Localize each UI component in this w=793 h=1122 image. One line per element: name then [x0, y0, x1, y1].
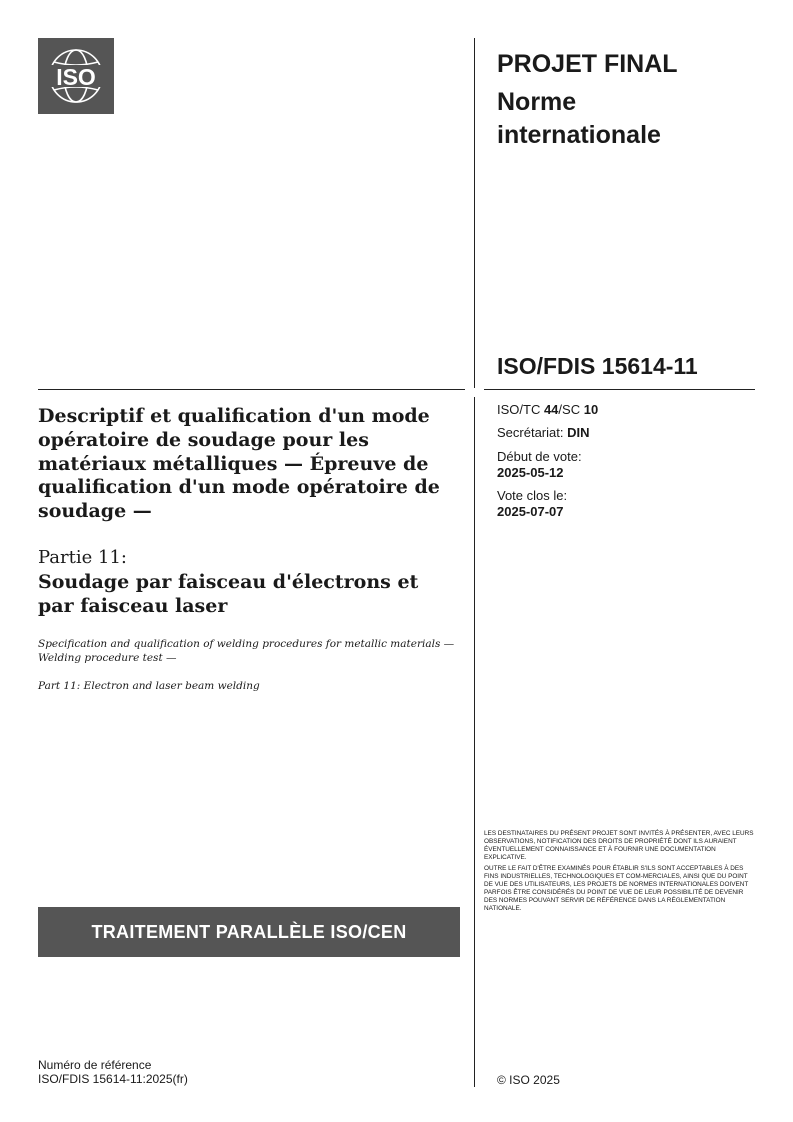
main-title: Descriptif et qualification d'un mode opératoire de soudage pour les matériaux métalliques — Épreuve de qualification d'un mode opératoire de soudage —	[38, 405, 440, 522]
vote-start	[497, 449, 747, 482]
horizontal-rule-left	[38, 389, 465, 390]
column-divider	[474, 38, 475, 388]
vote-start-label: Début de vote:	[497, 448, 582, 464]
banner-text: TRAITEMENT PARALLÈLE ISO/CEN	[91, 921, 407, 942]
document-meta	[497, 402, 747, 528]
english-title: Specification and qualification of welding procedures for metallic materials — Welding procedure test —	[38, 638, 455, 664]
committee-prefix: ISO/TC	[497, 402, 544, 417]
stage-heading: PROJET FINAL	[497, 50, 678, 78]
reference-number	[38, 1058, 188, 1087]
sc-prefix: /SC	[558, 402, 584, 417]
notice-paragraph-1: LES DESTINATAIRES DU PRÉSENT PROJET SONT INVITÉS À PRÉSENTER, AVEC LEURS OBSERVATIONS, NOTIFICATION DES DROITS DE PROPRIÉTÉ DONT ILS AURAIENT ÉVENTUELLEMENT CONNAISSANCE ET À FOURNIR UNE DOCUMENTATION EXPLICATIVE.	[484, 830, 754, 861]
secretariat	[497, 425, 747, 441]
document-type: Norme internationale	[497, 88, 661, 149]
sc-number: 10	[583, 402, 599, 417]
vote-end	[497, 488, 747, 521]
english-part-title: Part 11: Electron and laser beam welding	[38, 680, 260, 692]
committee	[497, 402, 747, 418]
part-title: Soudage par faisceau d'électrons et par faisceau laser	[38, 571, 419, 617]
secretariat-label: Secrétariat:	[497, 425, 568, 441]
vote-end-date: 2025-07-07	[497, 504, 564, 520]
secretariat-value: DIN	[567, 425, 590, 441]
reference-value: ISO/FDIS 15614-11:2025(fr)	[38, 1072, 188, 1087]
parallel-processing-banner	[38, 907, 460, 957]
copyright: © ISO 2025	[497, 1073, 560, 1087]
notice-paragraph-2: OUTRE LE FAIT D'ÊTRE EXAMINÉS POUR ÉTABLIR S'ILS SONT ACCEPTABLES À DES FINS INDUSTRIELLES, TECHNOLOGIQUES ET COM-MERCIALES, AINSI QUE DU POINT DE VUE DES UTILISATEURS, LES PROJETS DE NORMES INTERNATIONALES DOIVENT PARFOIS ÊTRE CONSIDÉRÉS DU POINT DE VUE DE LEUR POSSIBILITÉ DE DEVENIR DES NORMES POUVANT SERVIR DE RÉFÉRENCE DANS LA RÉGLEMENTATION NATIONALE.	[484, 865, 749, 912]
column-divider-lower	[474, 397, 475, 1087]
tc-number: 44	[543, 402, 559, 417]
horizontal-rule-right	[484, 389, 755, 390]
iso-logo	[38, 38, 114, 114]
part-label: Partie 11:	[38, 547, 127, 568]
svg-text:ISO: ISO	[56, 64, 96, 90]
vote-start-date: 2025-05-12	[497, 464, 564, 480]
vote-end-label: Vote clos le:	[497, 488, 568, 503]
standard-number: ISO/FDIS 15614-11	[497, 353, 698, 379]
reference-label: Numéro de référence	[38, 1058, 152, 1072]
notice-text	[484, 830, 754, 916]
